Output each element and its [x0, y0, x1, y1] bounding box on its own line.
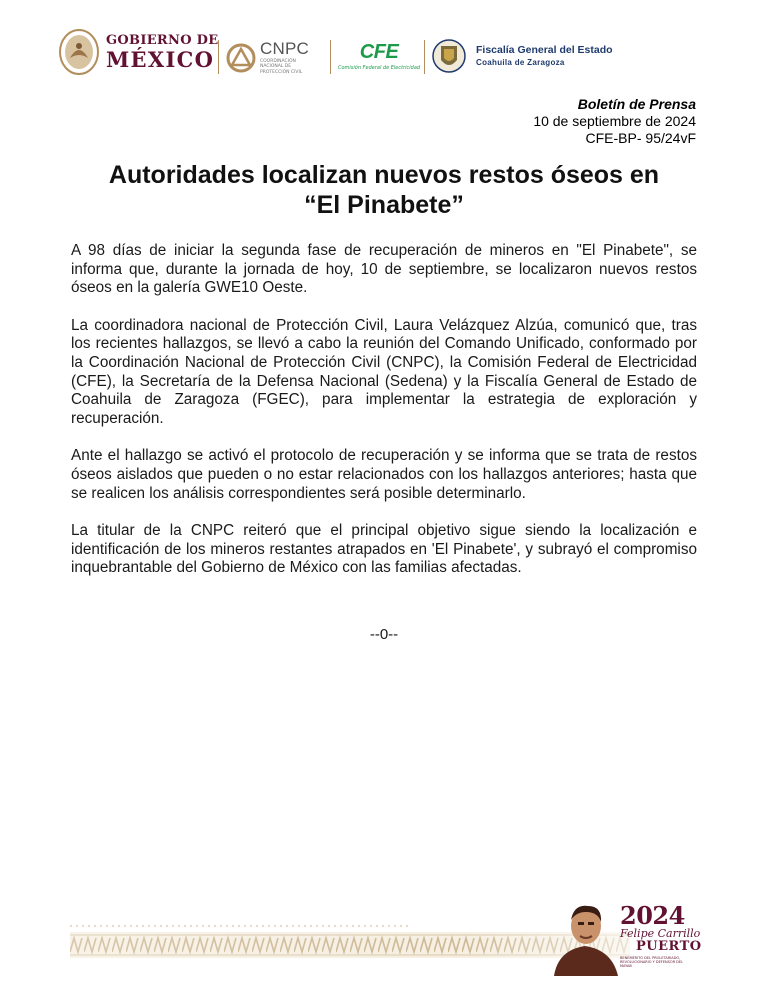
press-release-title [60, 160, 708, 220]
felipe-carrillo-portrait-icon [548, 898, 622, 976]
title-line2: “El Pinabete” [304, 191, 464, 219]
paragraph: La titular de la CNPC reiteró que el principal objetivo sigue siendo la localización e identificación de los mineros restantes atrapados en 'El Pinabete', y subrayó el compromiso inquebrantable del Gobierno de México con las familias afectadas. [71, 522, 697, 577]
footer-name-line1: Felipe Carrillo [620, 927, 701, 940]
paragraph: Ante el hallazgo se activó el protocolo de recuperación y se informa que se trata de restos óseos aislados que pueden o no estar relacionados con los hallazgos anteriores; hasta que se realicen los análisis correspondientes será posible determinarlo. [71, 447, 697, 502]
cnpc-emblem-icon [226, 43, 256, 73]
bulletin-code: CFE-BP- 95/24vF [585, 130, 696, 146]
cfe-name: CFE [359, 41, 399, 63]
cnpc-logo [226, 40, 316, 75]
article-body [71, 242, 697, 597]
footer-dotted-line [70, 925, 410, 927]
bulletin-label: Boletín de Prensa [577, 96, 696, 112]
bulletin-info [533, 96, 696, 147]
cnpc-name: CNPC [260, 39, 309, 58]
coahuila-shield-icon [432, 36, 466, 76]
footer-name-line2: PUERTO [636, 939, 702, 954]
header-logos [58, 26, 638, 86]
footer-caption: BENEMÉRITO DEL PROLETARIADO, REVOLUCIONARIO Y DEFENSOR DEL MAYAB [620, 956, 684, 969]
gobierno-line1: GOBIERNO DE [106, 33, 219, 48]
paragraph: La coordinadora nacional de Protección Civil, Laura Velázquez Alzúa, comunicó que, tras los recientes hallazgos, se llevó a cabo la reunión del Comando Unificado, conformado por la Coordinación Nacional de Protección Civil (CNPC), la Comisión Federal de Electricidad (CFE), la Secretaría de la Defensa Nacional (Sedena) y la Fiscalía General de Estado de Coahuila de Zaragoza (FGEC), para implementar la estrategia de exploración y recuperación. [71, 316, 697, 427]
logo-divider [424, 40, 425, 74]
fgec-logo [432, 36, 613, 76]
cfe-subtitle: Comisión Federal de Electricidad [338, 65, 421, 71]
closing-mark: --0-- [369, 626, 399, 643]
footer-pattern-band [70, 932, 630, 958]
bulletin-date: 10 de septiembre de 2024 [533, 113, 696, 129]
fgec-line1: Fiscalía General del Estado [476, 44, 613, 57]
logo-divider [330, 40, 331, 74]
cnpc-subtitle: COORDINACIÓN NACIONAL DE PROTECCIÓN CIVIL [260, 59, 303, 75]
paragraph: A 98 días de iniciar la segunda fase de recuperación de mineros en "El Pinabete", se informa que, durante la jornada de hoy, 10 de septiembre, se localizaron nuevos restos óseos en la galería GWE10 Oeste. [71, 242, 697, 297]
eagle-seal-icon [58, 28, 100, 76]
gobierno-line2: MÉXICO [106, 47, 215, 72]
gobierno-mexico-logo [58, 28, 218, 76]
footer-year: 2024 [620, 901, 685, 930]
logo-divider [218, 40, 219, 74]
cfe-logo [338, 42, 420, 71]
fgec-line2: Coahuila de Zaragoza [476, 57, 565, 67]
title-line1: Autoridades localizan nuevos restos óseos en [108, 161, 660, 189]
